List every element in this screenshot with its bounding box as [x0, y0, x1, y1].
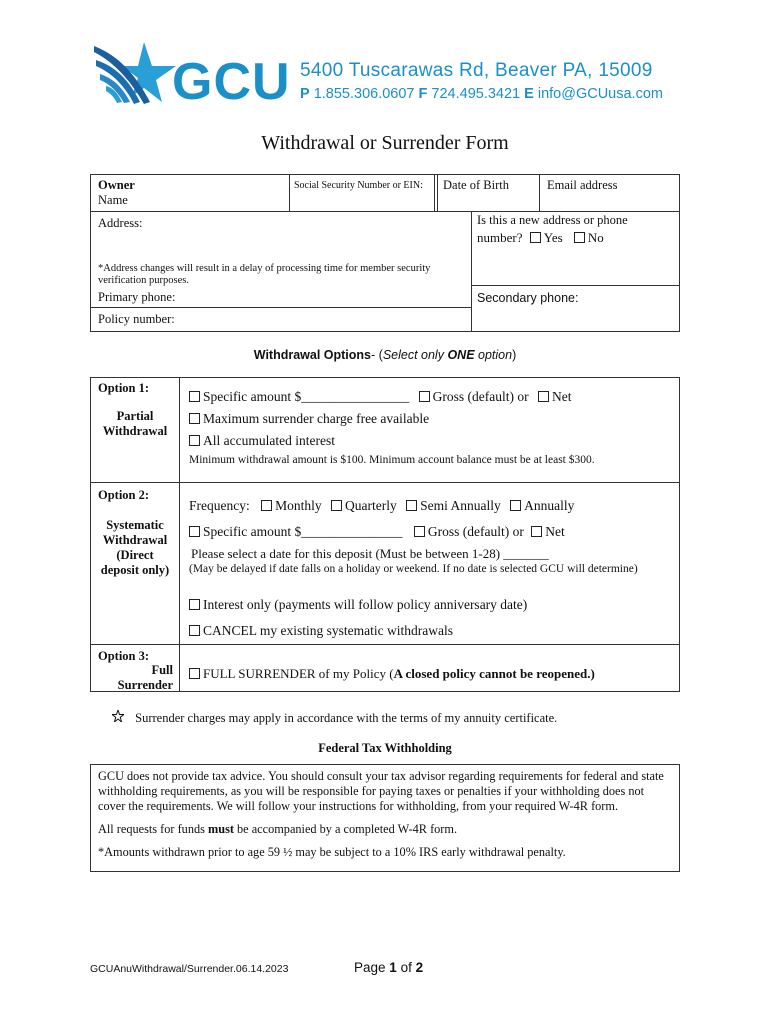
surrender-note: Surrender charges may apply in accordance with the terms of my annuity certificate. — [135, 711, 558, 725]
all-interest-row: All accumulated interest — [189, 433, 335, 449]
option2-specific-amount-checkbox[interactable] — [189, 526, 200, 537]
phone-label: P — [300, 86, 310, 102]
yes-label: Yes — [543, 230, 563, 245]
name-label: Name — [98, 193, 128, 207]
address-change-note: *Address changes will result in a delay of processing time for member security verification purposes. — [98, 263, 431, 286]
full-surrender-row: FULL SURRENDER of my Policy (A closed policy cannot be reopened.) — [189, 666, 595, 682]
page-indicator: Page 1 of 2 — [354, 960, 424, 975]
policy-number-label: Policy number: — [98, 312, 175, 326]
specific-amount-checkbox[interactable] — [189, 391, 200, 402]
owner-info-table — [90, 174, 680, 332]
withdrawal-options-table — [90, 377, 680, 692]
minimum-note: Minimum withdrawal amount is $100. Minimum account balance must be at least $300. — [189, 454, 595, 466]
contact-line — [300, 86, 663, 102]
option1-amount-row — [189, 389, 571, 405]
max-free-row: Maximum surrender charge free available — [189, 411, 429, 427]
full-surrender-checkbox[interactable] — [189, 668, 200, 679]
primary-phone-label: Primary phone: — [98, 290, 176, 304]
option3-label: Option 3: — [98, 649, 150, 663]
interest-only-row: Interest only (payments will follow policy anniversary date) — [189, 597, 527, 613]
owner-label: Owner — [98, 178, 135, 192]
form-title: Withdrawal or Surrender Form — [261, 132, 509, 154]
star-swoosh-icon — [92, 40, 182, 110]
monthly-checkbox[interactable] — [261, 500, 272, 511]
option1-name: Partial Withdrawal — [102, 409, 168, 438]
specific-amount-label: Specific amount $________________ — [203, 389, 410, 404]
email-label: E — [524, 86, 534, 102]
interest-only-checkbox[interactable] — [189, 599, 200, 610]
new-address-question-end: number? — [477, 230, 523, 245]
gross-checkbox[interactable] — [419, 391, 430, 402]
early-withdrawal-note: *Amounts withdrawn prior to age 59 ½ may be subject to a 10% IRS early withdrawal penalty. — [98, 845, 566, 859]
document-code: GCUAnuWithdrawal/Surrender.06.14.2023 — [90, 963, 289, 975]
ssn-label: Social Security Number or EIN: — [294, 180, 423, 191]
option2-label: Option 2: — [98, 488, 150, 502]
no-label: No — [587, 230, 604, 245]
logo-wordmark: GCU — [172, 53, 291, 111]
deposit-delay-note: (May be delayed if date falls on a holiday or weekend. If no date is selected GCU will determine) — [189, 563, 638, 575]
net-checkbox[interactable] — [538, 391, 549, 402]
star-bullet-icon — [112, 710, 126, 726]
email-field-label: Email address — [547, 178, 618, 192]
new-address-answer-row — [477, 230, 604, 245]
fax-number: 724.495.3421 — [431, 86, 521, 102]
quarterly-checkbox[interactable] — [331, 500, 342, 511]
all-interest-checkbox[interactable] — [189, 435, 200, 446]
company-address: 5400 Tuscarawas Rd, Beaver PA, 15009 — [300, 60, 653, 81]
secondary-phone-label: Secondary phone: — [477, 291, 579, 305]
email-address: info@GCUusa.com — [537, 86, 663, 102]
option2-net-checkbox[interactable] — [531, 526, 542, 537]
frequency-label: Frequency: — [189, 498, 250, 513]
option2-gross-checkbox[interactable] — [414, 526, 425, 537]
deposit-date-prompt: Please select a date for this deposit (Must be between 1-28) _______ — [191, 546, 549, 561]
semi-annually-checkbox[interactable] — [406, 500, 417, 511]
address-label: Address: — [98, 216, 143, 230]
new-address-question: Is this a new address or phone — [477, 213, 628, 227]
net-label: Net — [551, 389, 572, 404]
annually-checkbox[interactable] — [510, 500, 521, 511]
federal-tax-box — [90, 764, 680, 872]
cancel-checkbox[interactable] — [189, 625, 200, 636]
withdrawal-options-title: Withdrawal Options- (Select only ONE option) — [253, 348, 517, 362]
max-free-checkbox[interactable] — [189, 413, 200, 424]
yes-checkbox[interactable] — [530, 232, 541, 243]
option3-name: Full Surrender — [117, 663, 173, 692]
option1-label: Option 1: — [98, 381, 150, 395]
frequency-row: Frequency: Monthly Quarterly Semi Annually Annually — [189, 498, 575, 513]
gross-label: Gross (default) or — [432, 389, 529, 404]
cancel-row: CANCEL my existing systematic withdrawals — [189, 623, 453, 639]
no-checkbox[interactable] — [574, 232, 585, 243]
federal-tax-title: Federal Tax Withholding — [318, 741, 452, 755]
option2-amount-row: Specific amount $_______________ Gross (default) or Net — [189, 524, 565, 540]
surrender-note-row — [112, 710, 557, 726]
w4r-requirement: All requests for funds must be accompanied by a completed W-4R form. — [98, 822, 458, 836]
option2-name: Systematic Withdrawal (Direct deposit only) — [100, 518, 170, 577]
phone-number: 1.855.306.0607 — [313, 86, 415, 102]
tax-advice-paragraph: GCU does not provide tax advice. You should consult your tax advisor regarding requirements for federal and state withholding requirements, as you will be responsible for paying taxes or penalties if your withholding does not cover the requirements. We will follow your instructions for withholding, from your required W-4R form. — [98, 769, 664, 813]
fax-label: F — [418, 86, 428, 102]
dob-label: Date of Birth — [443, 178, 509, 192]
